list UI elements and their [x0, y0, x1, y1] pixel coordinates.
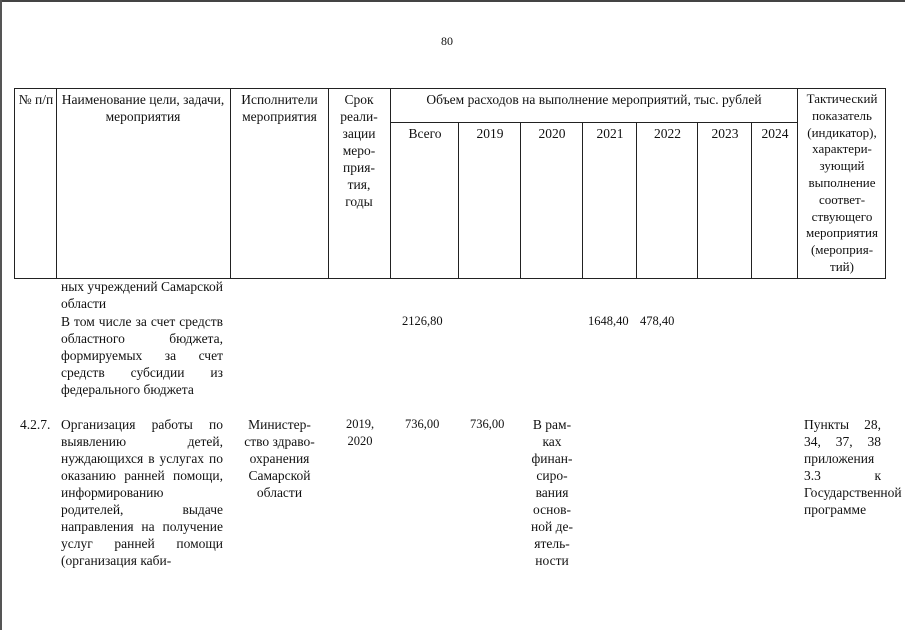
- header-name: Наименование цели, задачи, мероприятия: [61, 92, 225, 124]
- item-executor: Министер- ство здраво- охранения Самарской области: [244, 417, 315, 500]
- item-number: 4.2.7.: [20, 417, 51, 432]
- continued-name-text: ных учреждений Самарской области: [61, 279, 223, 311]
- item-name: Организация работы по выявлению детей, нуждающихся в услугах по оказанию ранней помощи, информированию родителей, выдаче направления на получение услуг ранней помощи (организация каби-: [61, 417, 223, 568]
- header-year-2020: 2020: [538, 126, 566, 141]
- item-2019: 736,00: [470, 417, 505, 431]
- header-executors: Исполнители мероприятия: [241, 92, 318, 124]
- header-year-2019: 2019: [476, 126, 504, 141]
- page-number: 80: [441, 34, 453, 48]
- item-indicator: Пункты 28, 34, 37, 38 приложения 3.3 к Государственной программе: [804, 417, 902, 517]
- header-year-2023: 2023: [711, 126, 739, 141]
- header-year-2024: 2024: [761, 126, 789, 141]
- incl-funding-total: 2126,80: [402, 314, 443, 328]
- header-total: Всего: [408, 126, 442, 141]
- incl-funding-2022: 478,40: [640, 314, 675, 328]
- header-year-2021: 2021: [596, 126, 624, 141]
- incl-funding-2021: 1648,40: [588, 314, 629, 328]
- header-indicator: Тактический показатель (индикатор), характери- зующий выполнение соответ- ствующего мероприятия (мероприя- тий): [805, 91, 878, 274]
- header-term: Срок реали- зации меро- прия- тия, годы: [340, 92, 378, 209]
- header-number: № п/п: [18, 92, 54, 107]
- header-expenses: Объем расходов на выполнение мероприятий, тыс. рублей: [426, 92, 762, 107]
- item-2020-note: В рам- ках финан- сиро- вания основ- ной де- ятель- ности: [531, 417, 573, 568]
- incl-funding-name: В том числе за счет средств областного бюджета, формируемых за счет средств субсидии из федерального бюджета: [61, 314, 223, 397]
- header-year-2022: 2022: [654, 126, 681, 141]
- scan-edge-top: [0, 0, 905, 2]
- item-term: 2019, 2020: [345, 417, 375, 448]
- item-total: 736,00: [405, 417, 440, 431]
- scan-edge-left: [0, 0, 2, 630]
